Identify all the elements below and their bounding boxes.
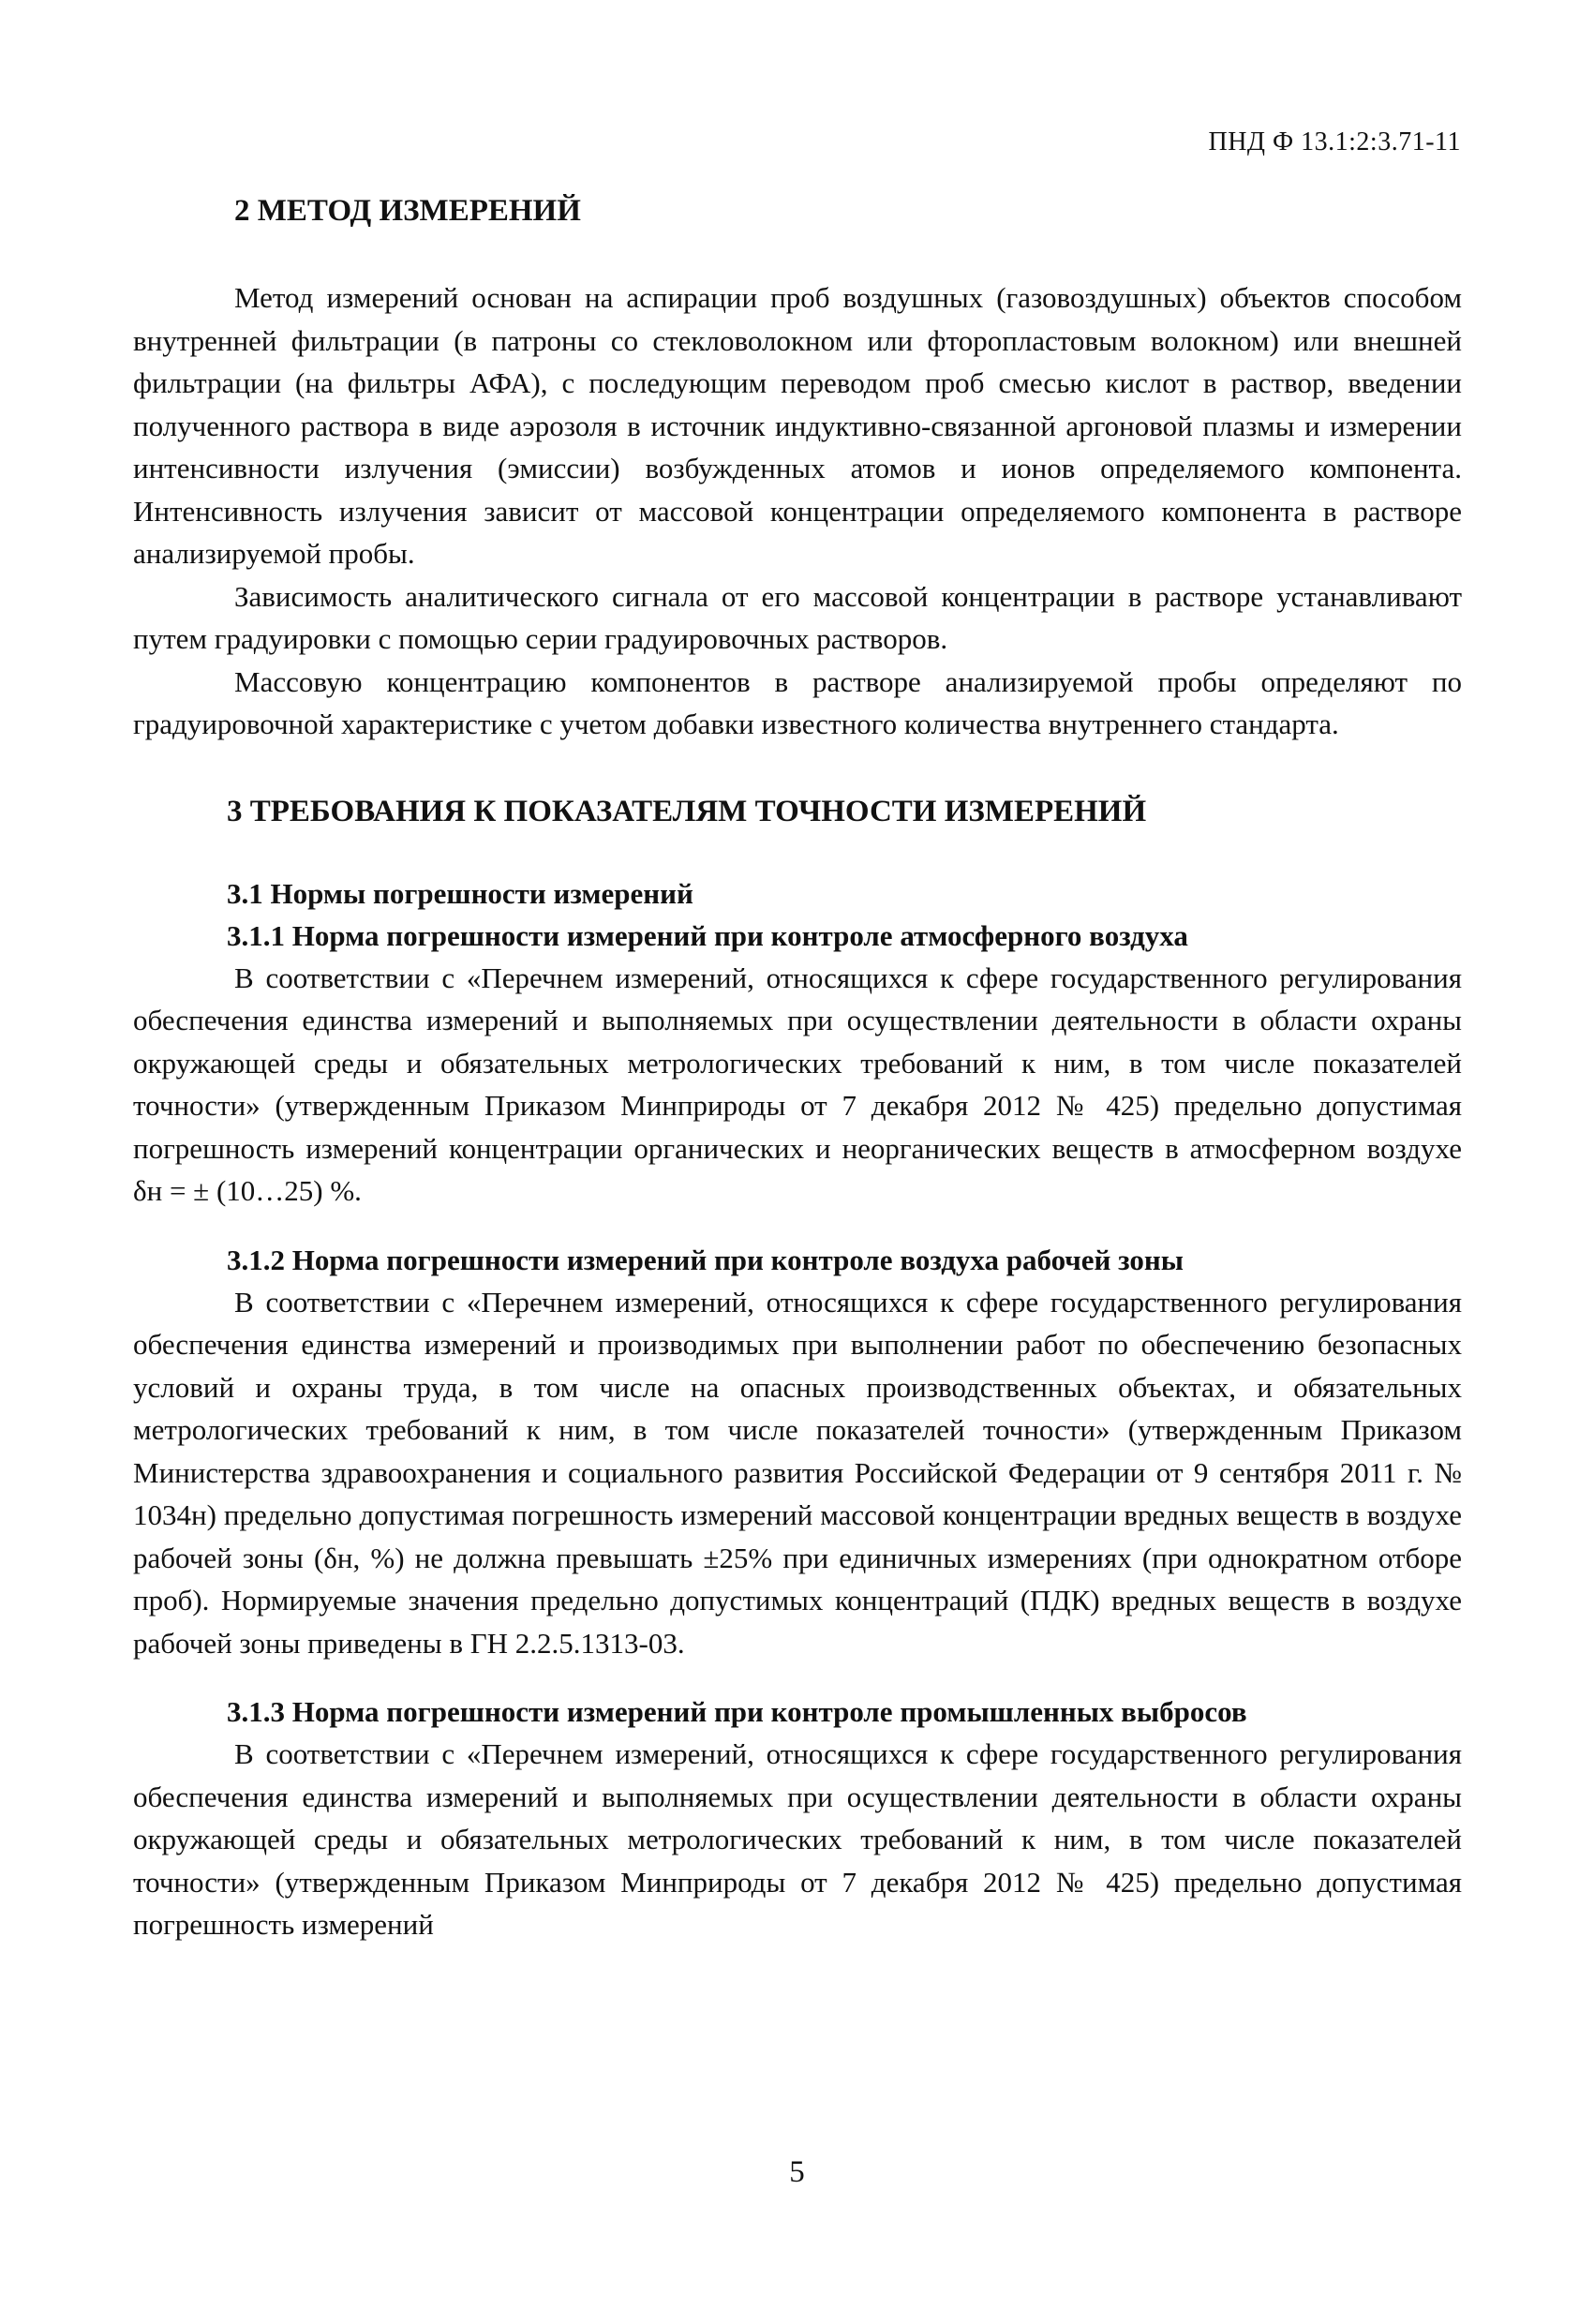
- section-2-paragraph-3: Массовую концентрацию компонентов в растворе анализируемой пробы определяют по градуировочной характеристике с учетом добавки известного количества внутреннего стандарта.: [133, 664, 1462, 740]
- document-code: ПНД Ф 13.1:2:3.71-11: [1208, 127, 1461, 156]
- section-3-title: 3 ТРЕБОВАНИЯ К ПОКАЗАТЕЛЯМ ТОЧНОСТИ ИЗМЕРЕНИЙ: [227, 794, 1147, 828]
- subsection-3-1-2-title: 3.1.2 Норма погрешности измерений при контроле воздуха рабочей зоны: [227, 1243, 1184, 1276]
- subsection-3-1-2-text: В соответствии с «Перечнем измерений, относящихся к сфере государственного регулирования обеспечения единства измерений и производимых при выполнении работ по обеспечению безопасных условий и охраны труда, в том числе на опасных производственных объектах, и обязательных метрологических требований к ним, в том числе показателей точности» (утвержденным Приказом Министерства здравоохранения и социального развития Российской Федерации от 9 сентября 2011 г. № 1034н) предельно допустимая погрешность измерений массовой концентрации вредных веществ в воздухе рабочей зоны (δн, %) не должна превышать ±25% при единичных измерениях (при однократном отборе проб). Нормируемые значения предельно допустимых концентраций (ПДК) вредных веществ в воздухе рабочей зоны приведены в ГН 2.2.5.1313-03.: [133, 1285, 1462, 1660]
- section-2-paragraph-2: Зависимость аналитического сигнала от его массовой концентрации в растворе устанавливают путем градуировки с помощью серии градуировочных растворов.: [133, 579, 1462, 655]
- subsection-3-1-1-title: 3.1.1 Норма погрешности измерений при контроле атмосферного воздуха: [227, 918, 1188, 952]
- subsection-3-1-3-text: В соответствии с «Перечнем измерений, относящихся к сфере государственного регулирования обеспечения единства измерений и выполняемых при осуществлении деятельности в области охраны окружающей среды и обязательных метрологических требований к ним, в том числе показателей точности» (утвержденным Приказом Минприроды от 7 декабря 2012 № 425) предельно допустимая погрешность измерений: [133, 1737, 1462, 1941]
- subsection-3-1-1-text: В соответствии с «Перечнем измерений, относящихся к сфере государственного регулирования обеспечения единства измерений и выполняемых при осуществлении деятельности в области охраны окружающей среды и обязательных метрологических требований к ним, в том числе показателей точности» (утвержденным Приказом Минприроды от 7 декабря 2012 № 425) предельно допустимая погрешность измерений концентрации органических и неорганических веществ в атмосферном воздухе δн = ± (10…25) %.: [133, 961, 1462, 1207]
- section-2-title: 2 МЕТОД ИЗМЕРЕНИЙ: [234, 194, 581, 228]
- document-body: [133, 187, 1462, 1946]
- subsection-3-1-3-title: 3.1.3 Норма погрешности измерений при контроле промышленных выбросов: [227, 1695, 1247, 1728]
- subsection-3-1-title: 3.1 Нормы погрешности измерений: [227, 876, 693, 910]
- page-number: 5: [789, 2155, 805, 2189]
- section-2-paragraph-1: Метод измерений основан на аспирации проб воздушных (газовоздушных) объектов способом внутренней фильтрации (в патроны со стекловолокном или фторопластовым волокном) или внешней фильтрации (на фильтры АФА), с последующим переводом проб смесью кислот в раствор, введении полученного раствора в виде аэрозоля в источник индуктивно-связанной аргоновой плазмы и измерении интенсивности излучения (эмиссии) возбужденных атомов и ионов определяемого компонента. Интенсивность излучения зависит от массовой концентрации определяемого компонента в растворе анализируемой пробы.: [133, 281, 1462, 570]
